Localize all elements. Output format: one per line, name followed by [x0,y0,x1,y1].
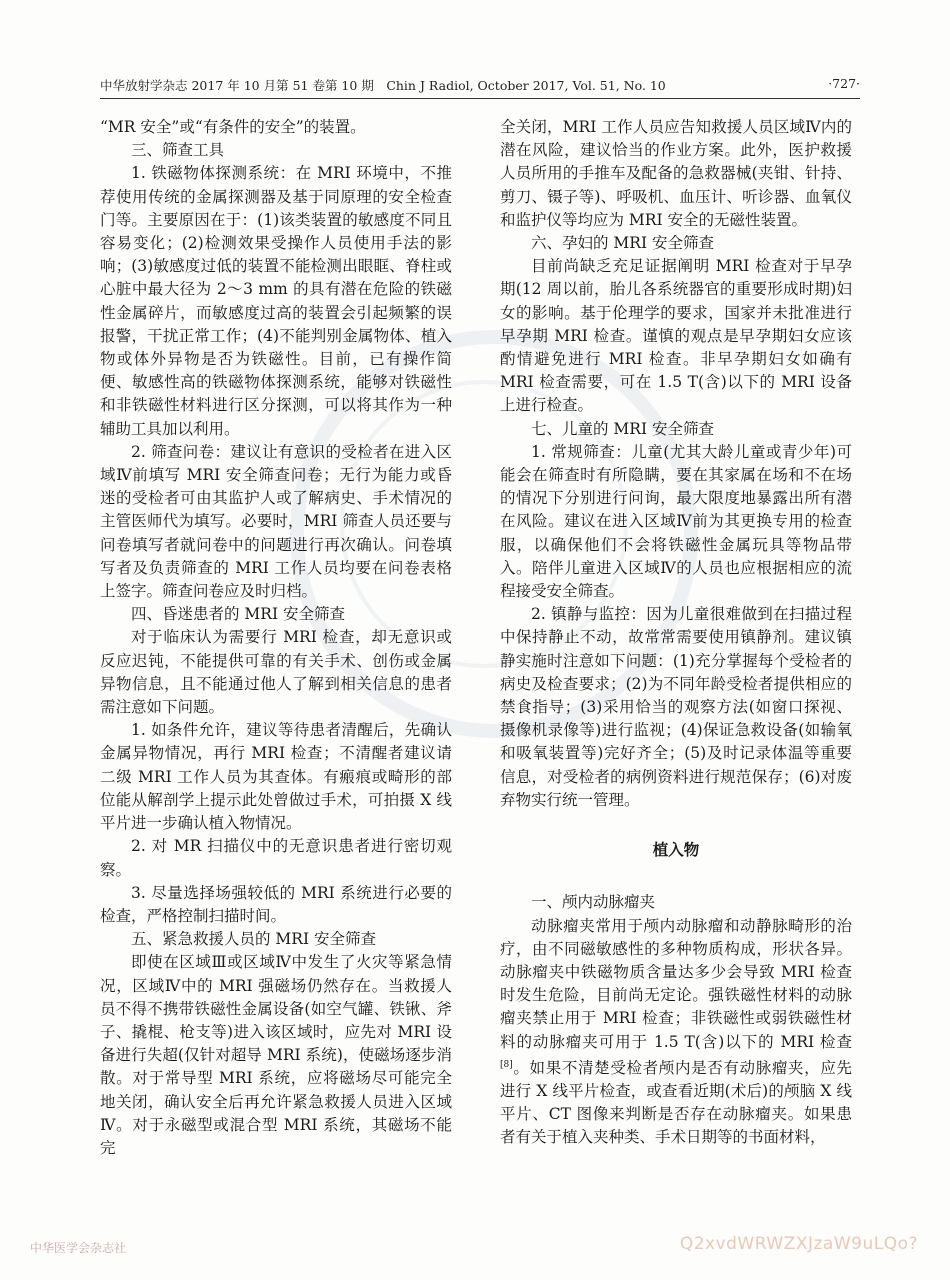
paragraph: 动脉瘤夹常用于颅内动脉瘤和动静脉畸形的治疗，由不同磁敏感性的多种物质构成，形状各异。动脉瘤夹中铁磁物质含量达多少会导致 MRI 检查时发生危险，目前尚无定论。强铁磁性材料的动脉瘤夹禁止用于 MRI 检查；非铁磁性或弱铁磁性材料的动脉瘤夹可用于 1.5 T(含)以下的 MRI 检查[8]。如果不清楚受检者颅内是否有动脉瘤夹，应先进行 X 线平片检查，或查看近期(术后)的颅脑 X 线平片、CT 图像来判断是否存在动脉瘤夹。如果患者有关于植入夹种类、手术日期等的书面材料， [500,916,852,1147]
paragraph: 对于临床认为需要行 MRI 检查，却无意识或反应迟钝，不能提供可靠的有关手术、创伤或金属异物信息，且不能通过他人了解到相关信息的患者需注意如下问题。 [100,628,452,717]
paragraph: 即使在区域Ⅲ或区域Ⅳ中发生了火灾等紧急情况，区域Ⅳ中的 MRI 强磁场仍然存在。当救援人员不得不携带铁磁性金属设备(如空气罐、铁锹、斧子、撬棍、枪支等)进入该区域时，应先对 MRI 设备进行失超(仅针对超导 MRI 系统)，使磁场逐步消散。对于常导型 MRI 系统，应将磁场尽可能完全地关闭，确认安全后再允许紧急救援人员进入区域Ⅳ。对于永磁型或混合型 MRI 系统，其磁场不能完 [100,953,452,1157]
paragraph: 2. 筛查问卷：建议让有意识的受检者在进入区域Ⅳ前填写 MRI 安全筛查问卷；无行为能力或昏迷的受检者可由其监护人或了解病史、手术情况的主管医师代为填写。必要时，MRI 筛查人员还要与问卷填写者就问卷中的问题进行再次确认。问卷填写者及负责筛查的 MRI 工作人员均要在问卷表格上签字。筛查问卷应及时归档。 [100,442,452,601]
paragraph: 全关闭，MRI 工作人员应告知救援人员区域Ⅳ内的潜在风险，建议恰当的作业方案。此外，医护救援人员所用的手推车及配备的急救器械(夹钳、针持、剪刀、镊子等)、呼吸机、血压计、听诊器、血氧仪和监护仪等均应为 MRI 安全的无磁性装置。 [500,118,852,229]
page-number: ·727· [828,76,860,91]
journal-citation: 中华放射学杂志 2017 年 10 月第 51 卷第 10 期 Chin J Radiol, October 2017, Vol. 51, No. 10 [100,78,666,93]
paragraph: 目前尚缺乏充足证据阐明 MRI 检查对于早孕期(12 周以前，胎儿各系统器官的重要形成时期)妇女的影响。基于伦理学的要求，国家并未批准进行早孕期 MRI 检查。谨慎的观点是早孕期妇女应该酌情避免进行 MRI 检查。非早孕期妇女如确有 MRI 检查需要，可在 1.5 T(含)以下的 MRI 设备上进行检查。 [500,257,852,415]
right-column [500,116,852,1150]
paragraph: 3. 尽量选择场强较低的 MRI 系统进行必要的检查，严格控制扫描时间。 [100,883,452,925]
section-heading: 六、孕妇的 MRI 安全筛查 [531,234,715,253]
section-heading: 五、紧急救援人员的 MRI 安全筛查 [131,930,377,949]
publisher-logo: 中华医学会杂志社 [30,1241,127,1255]
paragraph: 2. 对 MR 扫描仪中的无意识患者进行密切观察。 [100,837,452,879]
paragraph: “MR 安全”或“有条件的安全”的装置。 [100,118,366,136]
section-heading: 一、颅内动脉瘤夹 [531,893,656,912]
running-header [100,74,860,99]
left-column [100,116,452,1160]
section-title: 植入物 [652,840,700,860]
section-heading: 七、儿童的 MRI 安全筛查 [531,419,715,438]
section-heading: 三、筛查工具 [131,141,225,160]
paragraph: 1. 如条件允许，建议等待患者清醒后，先确认金属异物情况，再行 MRI 检查；不清醒者建议请二级 MRI 工作人员为其查体。有瘢痕或畸形的部位能从解剖学上提示此处曾做过手术，可拍摄 X 线平片进一步确认植入物情况。 [100,721,452,833]
paragraph: 1. 铁磁物体探测系统：在 MRI 环境中，不推荐使用传统的金属探测器及基于同原理的安全检查门等。主要原因在于：(1)该类装置的敏感度不同且容易变化；(2)检测效果受操作人员使用手法的影响；(3)敏感度过低的装置不能检测出眼眶、脊柱或心脏中最大径为 2～3 mm 的具有潜在危险的铁磁性金属碎片，而敏感度过高的装置会引起频繁的误报警，干扰正常工作；(4)不能判别金属物体、植入物或体外异物是否为铁磁性。目前，已有操作简便、敏感性高的铁磁物体探测系统，能够对铁磁性和非铁磁性材料进行区分探测，可以将其作为一种辅助工具加以利用。 [100,164,452,438]
citation-ref: [8] [500,1059,513,1070]
footer-code: Q2xvdWRWZXJzaW9uLQo? [679,1234,918,1254]
paragraph: 2. 镇静与监控：因为儿童很难做到在扫描过程中保持静止不动，故常常需要使用镇静剂。建议镇静实施时注意如下问题：(1)充分掌握每个受检者的病史及检查要求；(2)为不同年龄受检者提供相应的禁食指导；(3)采用恰当的观察方法(如窗口探视、摄像机录像等)进行监视；(4)保证急救设备(如输氧和吸氧装置等)完好齐全；(5)及时记录体温等重要信息，对受检者的病例资料进行规范保存；(6)对废弃物实行统一管理。 [500,605,852,809]
paragraph: 1. 常规筛查：儿童(尤其大龄儿童或青少年)可能会在筛查时有所隐瞒，要在其家属在场和不在场的情况下分别进行问询，最大限度地暴露出所有潜在风险。建议在进入区域Ⅳ前为其更换专用的检查服，以确保他们不会将铁磁性金属玩具等物品带入。陪伴儿童进入区域Ⅳ的人员也应根据相应的流程接受安全筛查。 [500,442,852,601]
section-heading: 四、昏迷患者的 MRI 安全筛查 [131,605,346,624]
